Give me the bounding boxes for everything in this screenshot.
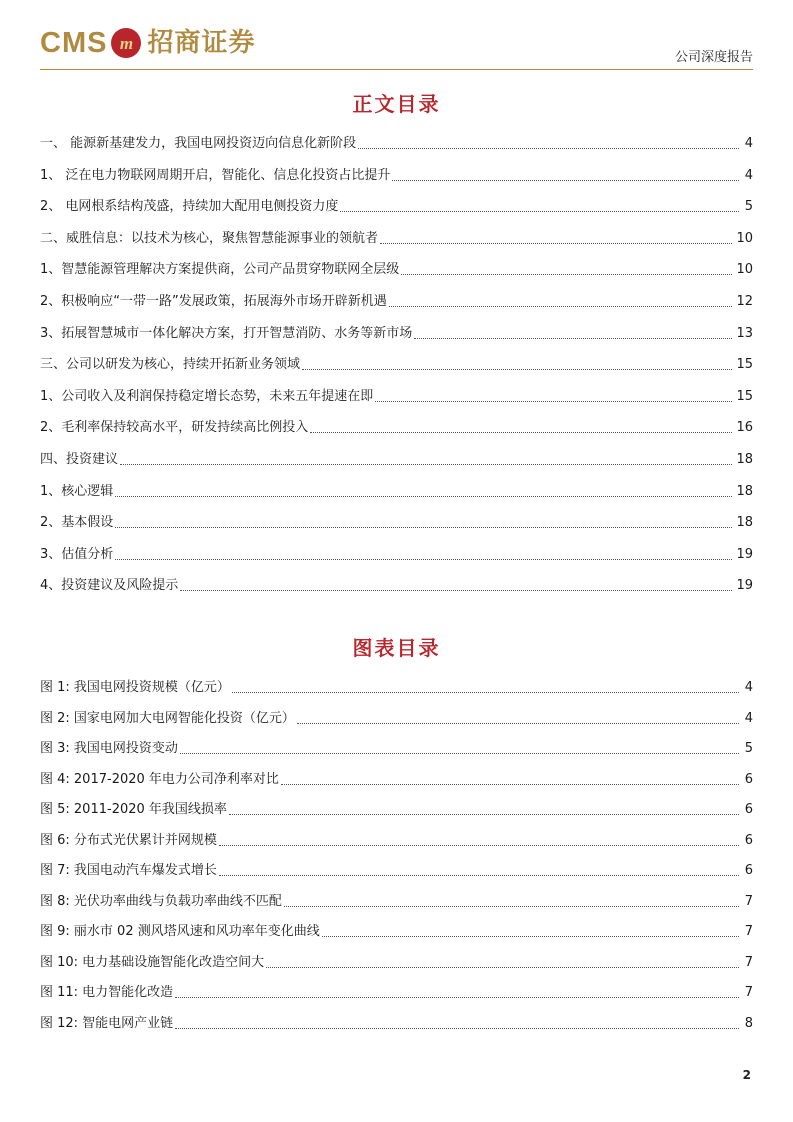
entry-page-number: 19 bbox=[736, 546, 753, 562]
entry-page-number: 6 bbox=[744, 802, 753, 817]
entry-label: 4、投资建议及风险提示 bbox=[40, 578, 179, 594]
dot-leader bbox=[302, 369, 732, 370]
entry-label: 图 8: 光伏功率曲线与负载功率曲线不匹配 bbox=[40, 893, 282, 909]
dot-leader bbox=[297, 723, 739, 724]
entry-label: 三、公司以研发为核心，持续开拓新业务领域 bbox=[40, 357, 301, 373]
toc-entry[interactable] bbox=[40, 165, 753, 185]
page-number: 2 bbox=[742, 1068, 751, 1082]
figure-entry[interactable] bbox=[40, 769, 753, 789]
entry-label: 二、威胜信息：以技术为核心，聚焦智慧能源事业的领航者 bbox=[40, 230, 379, 246]
dot-leader bbox=[310, 432, 732, 433]
entry-page-number: 18 bbox=[736, 515, 753, 531]
entry-label: 1、智慧能源管理解决方案提供商，公司产品贯穿物联网全层级 bbox=[40, 262, 400, 278]
toc-entry[interactable] bbox=[40, 323, 753, 343]
toc-title: 正文目录 bbox=[352, 92, 441, 116]
toc-entry[interactable] bbox=[40, 544, 753, 564]
page-header bbox=[40, 22, 753, 70]
dot-leader bbox=[115, 527, 732, 528]
entry-label: 图 3: 我国电网投资变动 bbox=[40, 741, 178, 756]
dot-leader bbox=[120, 464, 732, 465]
dot-leader bbox=[340, 211, 739, 212]
entry-page-number: 13 bbox=[736, 325, 753, 341]
entry-page-number: 5 bbox=[744, 199, 753, 215]
entry-page-number: 18 bbox=[736, 483, 753, 499]
dot-leader bbox=[115, 496, 732, 497]
entry-page-number: 6 bbox=[744, 771, 753, 787]
figure-entry[interactable] bbox=[40, 1013, 753, 1033]
entry-label: 图 11: 电力智能化改造 bbox=[40, 985, 174, 1000]
figure-entry[interactable] bbox=[40, 982, 753, 1002]
dot-leader bbox=[175, 997, 739, 998]
figures-title: 图表目录 bbox=[352, 636, 441, 660]
header-divider bbox=[40, 69, 753, 70]
figure-entry[interactable] bbox=[40, 830, 753, 850]
cms-logo bbox=[40, 28, 255, 58]
figure-entry[interactable] bbox=[40, 952, 753, 972]
dot-leader bbox=[219, 845, 739, 846]
entry-page-number: 5 bbox=[744, 741, 753, 756]
entry-label: 2、毛利率保持较高水平，研发持续高比例投入 bbox=[40, 420, 309, 436]
toc-entry[interactable] bbox=[40, 228, 753, 248]
dot-leader bbox=[322, 936, 739, 937]
toc-entry[interactable] bbox=[40, 449, 753, 469]
entry-label: 3、拓展智慧城市一体化解决方案，打开智慧消防、水务等新市场 bbox=[40, 325, 413, 341]
entry-page-number: 10 bbox=[736, 262, 753, 278]
entry-page-number: 4 bbox=[744, 167, 753, 183]
report-type-label: 公司深度报告 bbox=[674, 50, 753, 65]
entry-page-number: 4 bbox=[744, 680, 753, 695]
dot-leader bbox=[375, 401, 732, 402]
dot-leader bbox=[180, 753, 739, 754]
entry-page-number: 7 bbox=[744, 954, 753, 970]
dot-leader bbox=[266, 967, 739, 968]
entry-label: 1、核心逻辑 bbox=[40, 483, 114, 499]
toc-entry[interactable] bbox=[40, 354, 753, 374]
entry-label: 图 9: 丽水市 02 测风塔风速和风功率年变化曲线 bbox=[40, 924, 320, 939]
entry-page-number: 4 bbox=[744, 710, 753, 726]
dot-leader bbox=[175, 1028, 739, 1029]
figure-entry[interactable] bbox=[40, 738, 753, 758]
entry-page-number: 15 bbox=[736, 388, 753, 404]
dot-leader bbox=[115, 559, 732, 560]
entry-label: 1、 泛在电力物联网周期开启，智能化、信息化投资占比提升 bbox=[40, 167, 391, 183]
entry-label: 图 10: 电力基础设施智能化改造空间大 bbox=[40, 954, 265, 970]
toc-entry[interactable] bbox=[40, 259, 753, 279]
entry-page-number: 12 bbox=[736, 294, 753, 309]
entry-page-number: 4 bbox=[744, 136, 753, 151]
entry-page-number: 7 bbox=[744, 893, 753, 909]
toc-entry[interactable] bbox=[40, 196, 753, 216]
dot-leader bbox=[281, 784, 739, 785]
figure-entry[interactable] bbox=[40, 891, 753, 911]
entry-label: 图 1: 我国电网投资规模（亿元） bbox=[40, 680, 230, 695]
toc-entry[interactable] bbox=[40, 133, 753, 153]
entry-label: 2、积极响应“一带一路”发展政策，拓展海外市场开辟新机遇 bbox=[40, 294, 387, 309]
toc-entry[interactable] bbox=[40, 575, 753, 595]
entry-label: 一、 能源新基建发力，我国电网投资迈向信息化新阶段 bbox=[40, 136, 357, 151]
entry-label: 图 12: 智能电网产业链 bbox=[40, 1015, 174, 1031]
toc-entry[interactable] bbox=[40, 291, 753, 311]
dot-leader bbox=[232, 692, 739, 693]
dot-leader bbox=[392, 180, 739, 181]
entry-page-number: 10 bbox=[736, 230, 753, 246]
logo-chinese-name: 招商证券 bbox=[147, 28, 256, 58]
dot-leader bbox=[358, 148, 739, 149]
dot-leader bbox=[180, 590, 732, 591]
entry-label: 2、基本假设 bbox=[40, 515, 114, 531]
dot-leader bbox=[219, 875, 739, 876]
dot-leader bbox=[389, 306, 733, 307]
entry-page-number: 19 bbox=[736, 578, 753, 594]
toc-entry[interactable] bbox=[40, 481, 753, 501]
dot-leader bbox=[401, 274, 732, 275]
figure-entry[interactable] bbox=[40, 708, 753, 728]
dot-leader bbox=[380, 243, 732, 244]
figure-entry[interactable] bbox=[40, 860, 753, 880]
entry-label: 3、估值分析 bbox=[40, 546, 114, 562]
entry-label: 图 2: 国家电网加大电网智能化投资（亿元） bbox=[40, 710, 295, 726]
entry-label: 2、 电网根系结构茂盛，持续加大配用电侧投资力度 bbox=[40, 199, 339, 215]
entry-page-number: 8 bbox=[744, 1015, 753, 1031]
dot-leader bbox=[414, 338, 732, 339]
logo-cms-text: CMS bbox=[40, 26, 108, 59]
dot-leader bbox=[229, 814, 739, 815]
figure-entry[interactable] bbox=[40, 677, 753, 697]
logo-emblem-glyph: m bbox=[119, 33, 134, 53]
entry-page-number: 18 bbox=[736, 452, 753, 467]
entry-page-number: 16 bbox=[736, 420, 753, 436]
entry-label: 图 4: 2017-2020 年电力公司净利率对比 bbox=[40, 771, 279, 787]
entry-page-number: 7 bbox=[744, 985, 753, 1000]
dot-leader bbox=[284, 906, 739, 907]
figure-entry[interactable] bbox=[40, 799, 753, 819]
entry-page-number: 15 bbox=[736, 357, 753, 373]
entry-label: 图 6: 分布式光伏累计并网规模 bbox=[40, 832, 217, 848]
toc-entry[interactable] bbox=[40, 512, 753, 532]
figure-entry[interactable] bbox=[40, 921, 753, 941]
entry-label: 图 5: 2011-2020 年我国线损率 bbox=[40, 802, 227, 817]
entry-label: 四、投资建议 bbox=[40, 452, 119, 467]
entry-page-number: 6 bbox=[744, 832, 753, 848]
entry-page-number: 7 bbox=[744, 924, 753, 939]
entry-page-number: 6 bbox=[744, 863, 753, 878]
entry-label: 图 7: 我国电动汽车爆发式增长 bbox=[40, 863, 217, 878]
logo-emblem-icon bbox=[111, 28, 141, 58]
toc-entry[interactable] bbox=[40, 417, 753, 437]
entry-label: 1、公司收入及利润保持稳定增长态势，未来五年提速在即 bbox=[40, 388, 374, 404]
toc-entry[interactable] bbox=[40, 386, 753, 406]
